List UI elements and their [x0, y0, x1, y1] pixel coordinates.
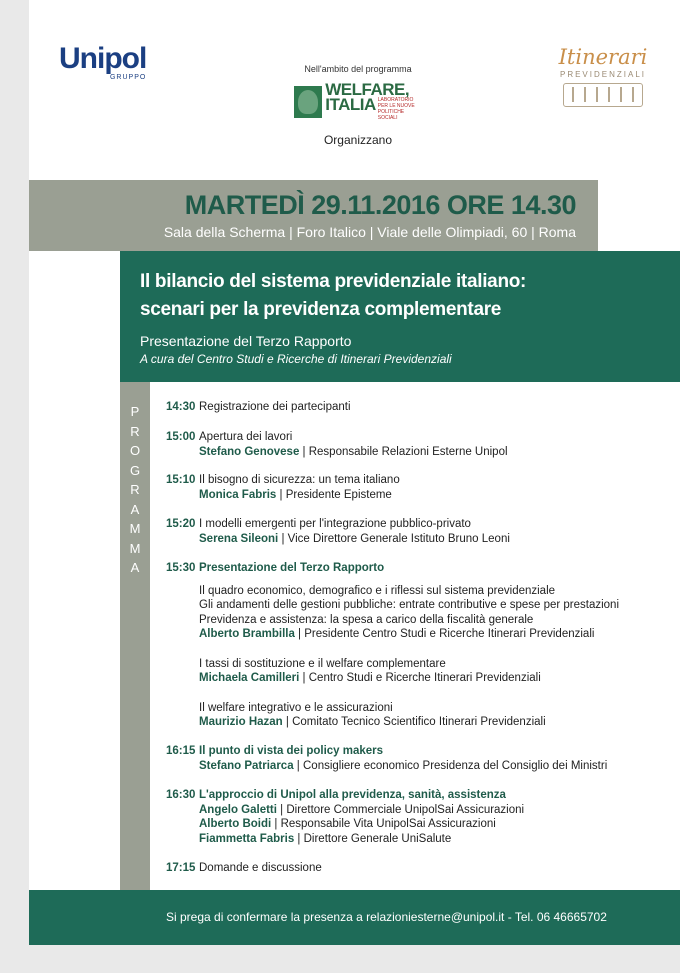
- program-text: Il bisogno di sicurezza: un tema italiano: [199, 474, 400, 486]
- program-item: [166, 400, 351, 415]
- event-venue: Sala della Scherma | Foro Italico | Viale delle Olimpiadi, 60 | Roma: [163, 224, 576, 240]
- program-item: [166, 744, 607, 773]
- speaker-name: Serena Sileoni: [199, 532, 279, 545]
- program-time: 15:00: [166, 431, 196, 443]
- title-banner: [120, 251, 680, 382]
- unipol-wordmark: Unipol: [59, 42, 147, 75]
- rsvp-text: Si prega di confermare la presenza a relazioniesterne@unipol.it - Tel. 06 46665702: [166, 910, 607, 924]
- program-time: 15:10: [166, 474, 196, 486]
- speaker-name: Michaela Camilleri: [199, 672, 300, 684]
- footer-band: [29, 890, 680, 945]
- title-line2: scenari per la previdenza complementare: [140, 299, 502, 320]
- center-header: [258, 64, 458, 147]
- program-text: I modelli emergenti per l'integrazione pubblico-privato: [199, 518, 471, 530]
- program-item: [166, 473, 400, 502]
- speaker-role: | Responsabile Vita UnipolSai Assicurazioni: [271, 818, 496, 830]
- program-item: [166, 517, 510, 546]
- itinerari-script: Itinerari: [558, 45, 648, 69]
- speaker-name: Stefano Patriarca: [199, 759, 294, 772]
- organizzano-label: Organizzano: [323, 133, 393, 147]
- program-time: 14:30: [166, 401, 196, 413]
- program-heading: Presentazione del Terzo Rapporto: [199, 562, 385, 574]
- date-banner: [29, 180, 598, 251]
- topic-line: Gli andamenti delle gestioni pubbliche: entrate contributive e spese per prestazioni: [199, 599, 620, 611]
- speaker-role: | Centro Studi e Ricerche Itinerari Previdenziali: [299, 672, 541, 684]
- speaker-role: | Presidente Centro Studi e Ricerche Itinerari Previdenziali: [294, 628, 595, 640]
- event-date: MARTEDÌ 29.11.2016 ORE 14.30: [184, 190, 576, 220]
- programma-label: P R O G R A M M A: [129, 404, 141, 575]
- speaker-name: Maurizio Hazan: [199, 716, 283, 728]
- speaker-role: | Direttore Generale UniSalute: [294, 832, 452, 845]
- title-line1: Il bilancio del sistema previdenziale italiano:: [140, 271, 527, 292]
- program-item: [166, 861, 322, 876]
- topic-line: Il welfare integrativo e le assicurazioni: [199, 701, 393, 714]
- program-item: [166, 788, 524, 846]
- program-item: [166, 430, 508, 459]
- program-time: 15:30: [166, 562, 196, 574]
- programma-column: [120, 382, 150, 890]
- page-margin: [0, 945, 680, 973]
- itinerari-sub: PREVIDENZIALI: [559, 70, 646, 79]
- program-heading: Il punto di vista dei policy makers: [199, 745, 384, 757]
- tree-emblem-icon: [294, 86, 322, 118]
- speaker-role: | Presidente Episteme: [276, 488, 392, 501]
- speaker-name: Monica Fabris: [199, 488, 277, 501]
- program-text: Domande e discussione: [199, 862, 322, 874]
- welfare-line2: ITALIA: [325, 95, 376, 114]
- speaker-role: | Direttore Commerciale UnipolSai Assicurazioni: [276, 803, 525, 816]
- program-time: 15:20: [166, 518, 196, 530]
- speaker-role: | Responsabile Relazioni Esterne Unipol: [299, 445, 508, 458]
- program-time: 16:30: [166, 789, 196, 801]
- itinerari-logo: [543, 46, 663, 107]
- program-heading: L'approccio di Unipol alla previdenza, sanità, assistenza: [199, 789, 506, 801]
- topic-line: Il quadro economico, demografico e i riflessi sul sistema previdenziale: [199, 584, 556, 597]
- welfare-italia-logo: [258, 82, 458, 121]
- speaker-name: Fiammetta Fabris: [199, 832, 295, 845]
- event-subtitle: Presentazione del Terzo Rapporto: [140, 333, 352, 349]
- event-title: [140, 268, 670, 324]
- welfare-tagline: LABORATORIO PER LE NUOVE POLITICHE SOCIALI: [377, 97, 415, 121]
- welfare-line1: WELFARE,: [325, 80, 410, 99]
- program-text: Registrazione dei partecipanti: [199, 401, 351, 413]
- program-text: Apertura dei lavori: [199, 431, 293, 443]
- topic-line: Previdenza e assistenza: la spesa a carico della fiscalità generale: [199, 613, 534, 626]
- speaker-name: Stefano Genovese: [199, 445, 300, 458]
- speaker-role: | Consigliere economico Presidenza del Consiglio dei Ministri: [293, 759, 608, 772]
- topic-line: I tassi di sostituzione e il welfare complementare: [199, 657, 446, 670]
- program-time: 17:15: [166, 862, 196, 874]
- colonnade-icon: [563, 83, 643, 107]
- program-time: 16:15: [166, 745, 196, 757]
- program-item: [166, 561, 619, 730]
- event-curator: A cura del Centro Studi e Ricerche di Itinerari Previdenziali: [140, 352, 452, 366]
- unipol-gruppo: GRUPPO: [109, 74, 147, 81]
- speaker-role: | Comitato Tecnico Scientifico Itinerari Previdenziali: [282, 716, 546, 728]
- unipol-logo: [59, 44, 146, 81]
- speaker-name: Alberto Boidi: [199, 818, 272, 830]
- speaker-name: Angelo Galetti: [199, 803, 277, 816]
- speaker-role: | Vice Direttore Generale Istituto Bruno Leoni: [278, 532, 510, 545]
- speaker-name: Alberto Brambilla: [199, 628, 295, 640]
- ambito-text: Nell'ambito del programma: [304, 64, 412, 74]
